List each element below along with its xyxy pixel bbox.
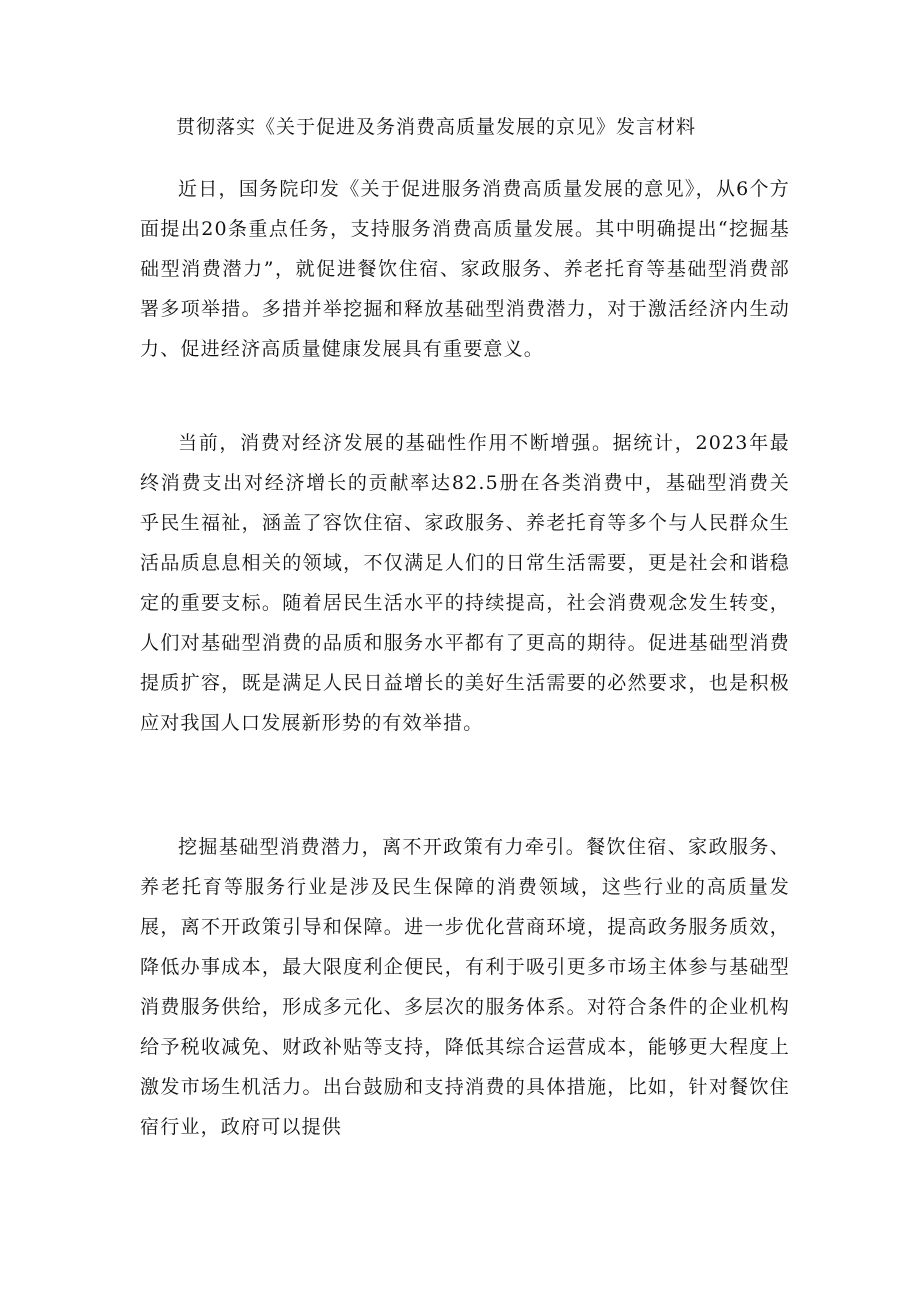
paragraph-3: 挖掘基础型消费潜力，离不开政策有力牵引。餐饮住宿、家政服务、养老托育等服务行业是涉及民生保障的消费领域，这些行业的高质量发展，离不开政策引导和保障。进一步优化营商环境，提高政务服务质效，降低办事成本，最大限度利企便民，有利于吸引更多市场主体参与基础型消费服务供给，形成多元化、多层次的服务体系。对符合条件的企业机构给予税收减免、财政补贴等支持，降低其综合运营成本，能够更大程度上激发市场生机活力。出台鼓励和支持消费的具体措施，比如，针对餐饮住宿行业，政府可以提供 xyxy=(140,836,790,1138)
document-title: 贯彻落实《关于促进及务消费高质量发展的京见》发言材料 xyxy=(176,116,697,138)
paragraph-2: 当前，消费对经济发展的基础性作用不断增强。据统计，2023年最终消费支出对经济增长的贡献率达82.5册在各类消费中，基础型消费关乎民生福祉，涵盖了容饮住宿、家政服务、养老托育等多个与人民群众生活品质息息相关的领域，不仅满足人们的日常生活需要，更是社会和谐稳定的重要支标。随着居民生活水平的持续提高，社会消费观念发生转变，人们对基础型消费的品质和服务水平都有了更高的期待。促进基础型消费提质扩容，既是满足人民日益增长的美好生活需要的必然要求，也是积极应对我国人口发展新形势的有效举措。 xyxy=(140,432,790,734)
paragraph-1: 近日，国务院印发《关于促进服务消费高质量发展的意见》，从6个方面提出20条重点任务，支持服务消费高质量发展。其中明确提出“挖掘基础型消费潜力”，就促进餐饮住宿、家政服务、养老托育等基础型消费部署多项举措。多措并举挖掘和释放基础型消费潜力，对于激活经济内生动力、促进经济高质量健康发展具有重要意义。 xyxy=(140,178,790,360)
